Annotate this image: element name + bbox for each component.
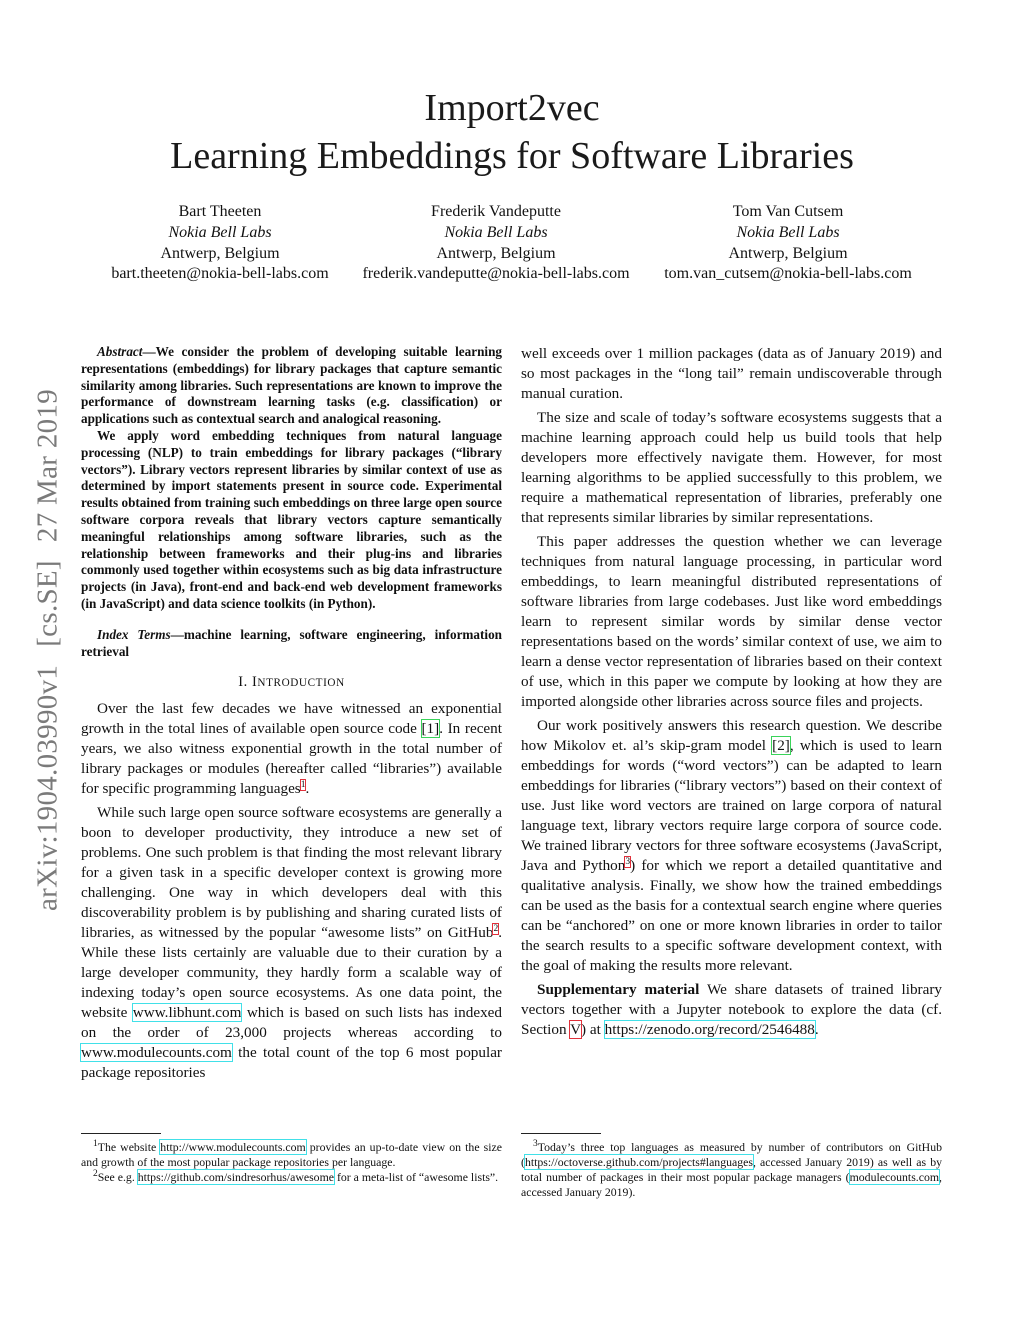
url-link-octoverse[interactable]: https://octoverse.github.com/projects#languages bbox=[524, 1155, 753, 1169]
citation-link[interactable]: [1] bbox=[421, 720, 440, 738]
url-link-modulecounts-short[interactable]: modulecounts.com bbox=[849, 1170, 940, 1184]
url-link-modulecounts[interactable]: www.modulecounts.com bbox=[81, 1044, 232, 1062]
author-location: Antwerp, Belgium bbox=[728, 244, 848, 262]
author-affiliation: Nokia Bell Labs bbox=[168, 223, 272, 241]
paper-title-line1: Import2vec bbox=[424, 87, 600, 129]
author-block-3 bbox=[618, 202, 958, 285]
footnote-number: 3 bbox=[533, 1139, 538, 1150]
right-paragraph-1: well exceeds over 1 million packages (data as of January 2019) and so most packages in the “long tail” remain undiscoverable through manual curation. bbox=[521, 345, 942, 402]
footnote-marker[interactable]: 2 bbox=[493, 924, 499, 935]
section-number: I. bbox=[238, 674, 248, 691]
paper-title-line2: Learning Embeddings for Software Libraries bbox=[170, 135, 854, 177]
footnote-number: 1 bbox=[93, 1139, 98, 1150]
author-affiliation: Nokia Bell Labs bbox=[444, 223, 548, 241]
supplementary-label: Supplementary material bbox=[537, 981, 700, 998]
url-link-awesome[interactable]: https://github.com/sindresorhus/awesome bbox=[137, 1170, 334, 1184]
author-name: Frederik Vandeputte bbox=[431, 203, 561, 220]
footnote-rule-left bbox=[81, 1133, 161, 1134]
footnotes-left bbox=[81, 1140, 502, 1185]
section-heading-introduction bbox=[81, 672, 502, 693]
author-name: Tom Van Cutsem bbox=[732, 203, 844, 220]
introduction-body bbox=[81, 699, 502, 1083]
footnote-number: 2 bbox=[93, 1169, 98, 1180]
abstract-paragraph-1: —We consider the problem of developing suitable learning representations (embeddings) for library packages that capture semantic similarity among libraries. Such representations are known to improve the performance of downstream learning tasks (e.g. classification) or applications such as contextual search and analogical reasoning. bbox=[81, 344, 502, 427]
intro-paragraph-1: Over the last few decades we have witnessed an exponential growth in the total lines of available open source code [1]. In recent years, we also witness exponential growth in the total number of library packages or modules (hereafter called “libraries”) available for specific programming languages$^1$. bbox=[81, 700, 502, 798]
author-email: frederik.vandeputte@nokia-bell-labs.com bbox=[362, 265, 630, 283]
footnote-3: $^3$Today’s three top languages as measured by number of contributors on GitHub (https://octoverse.github.com/projects#languages, accessed January 2019) as well as by total number of packages in their most popular package managers (modulecounts.com, accessed January 2019). bbox=[521, 1139, 942, 1199]
intro-paragraph-2: While such large open source software ecosystems are generally a boon to developer productivity, they introduce a new set of problems. One such problem is that finding the most relevant library for a given task in a specific developer context is growing more challenging. One way in which developers deal with this discoverability problem is by publishing and sharing curated lists of libraries, as witnessed by the popular “awesome lists” on GitHub$^2$. While these lists certainly are valuable due to their curation by a large developer community, they hardly form a scalable way of indexing today’s open source ecosystems. As one data point, the website www.libhunt.com which is based on such lists has indexed on the order of 23,000 projects whereas according to www.modulecounts.com the total count of the top 6 most popular package repositories bbox=[81, 804, 502, 1082]
footnote-1: $^1$The website http://www.modulecounts.com provides an up-to-date view on the size and growth of the most popular package repositories per language. bbox=[81, 1139, 502, 1169]
section-title-cap: I bbox=[251, 674, 258, 691]
left-column bbox=[81, 344, 502, 1083]
footnotes-right bbox=[521, 1140, 942, 1200]
footnote-marker[interactable]: 3 bbox=[625, 856, 631, 867]
author-name: Bart Theeten bbox=[178, 203, 262, 220]
right-paragraph-2: The size and scale of today’s software ecosystems suggests that a machine learning approach could help us build tools that help developers more effectively navigate them. However, for most learning algorithms to be applied successfully to this problem, we require a mathematical representation of libraries, preferably one that represents similar libraries by similar representations. bbox=[521, 409, 942, 526]
footnote-marker[interactable]: 1 bbox=[300, 780, 306, 791]
url-link-zenodo[interactable]: https://zenodo.org/record/2546488 bbox=[604, 1021, 815, 1038]
abstract-paragraph-2: We apply word embedding techniques from natural language processing (NLP) to train embeddings for library packages (“library vectors”). Library vectors represent libraries by similar context of use as determined by import statements present in source code. Experimental results obtained from training such embeddings on three large open source software corpora reveals that library vectors capture semantically meaningful relationships among software libraries, such as the relationship between frameworks and their plug-ins and libraries commonly used together within ecosystems such as big data infrastructure projects (in Java), front-end and back-end web development frameworks (in JavaScript) and data science toolkits (in Python). bbox=[81, 427, 502, 611]
index-terms bbox=[81, 627, 502, 661]
arxiv-category: [cs.SE] bbox=[31, 560, 64, 647]
author-email: tom.van_cutsem@nokia-bell-labs.com bbox=[664, 265, 912, 283]
section-title-rest: NTRODUCTION bbox=[257, 677, 345, 690]
author-block-2 bbox=[326, 202, 666, 285]
author-location: Antwerp, Belgium bbox=[160, 244, 280, 262]
abstract-label: Abstract bbox=[97, 344, 143, 359]
author-location: Antwerp, Belgium bbox=[436, 244, 556, 262]
index-terms-label: Index Terms bbox=[97, 626, 171, 642]
right-paragraph-3: This paper addresses the question whether we can leverage techniques from natural language processing, in particular word embeddings, to learn meaningful distributed representations of software libraries from large codebases. Just like word embeddings learn to represent similar words by similar dense vector representations based on the words’ similar context of use, we aim to learn a dense vector representation of libraries based on their context of use, which in this paper we compute by looking at how they are imported alongside other libraries across source files and projects. bbox=[521, 533, 942, 710]
arxiv-id: arXiv:1904.03990v1 bbox=[31, 664, 64, 912]
arxiv-date: 27 Mar 2019 bbox=[31, 388, 64, 543]
author-affiliation: Nokia Bell Labs bbox=[736, 223, 840, 241]
section-reference-link[interactable]: V bbox=[570, 1021, 582, 1038]
index-terms-text: —machine learning, software engineering, information retrieval bbox=[81, 626, 502, 659]
footnote-rule-right bbox=[521, 1133, 601, 1134]
citation-link[interactable]: [2] bbox=[772, 737, 790, 754]
author-email: bart.theeten@nokia-bell-labs.com bbox=[111, 265, 329, 283]
footnote-2: $^2$See e.g. https://github.com/sindresorhus/awesome for a meta-list of “awesome lists”. bbox=[93, 1169, 499, 1184]
abstract bbox=[81, 344, 502, 613]
url-link-libhunt[interactable]: www.libhunt.com bbox=[132, 1004, 242, 1022]
url-link-footnote-modulecounts[interactable]: http://www.modulecounts.com bbox=[160, 1140, 306, 1154]
supplementary-paragraph: Supplementary material We share datasets of trained library vectors together with a Jupyter notebook to explore the data (cf. Section V) at https://zenodo.org/record/2546488. bbox=[521, 981, 942, 1038]
right-paragraph-4: Our work positively answers this research question. We describe how Mikolov et. al’s skip-gram model [2], which is used to learn embeddings for words (“word vectors”) can be adapted to learn embeddings for libraries (“library vectors”) based on their context of use. Just like word vectors are trained on large corpora of natural language text, library vectors require large corpora of source code. We trained library vectors for three software ecosystems (JavaScript, Java and Python$^3$) for which we report a detailed quantitative and qualitative analysis. Finally, we show how the trained embeddings can be used as the basis for a contextual search engine where queries can be “anchored” on one or more known libraries in order to tailor the search results to a specific software development context, with the goal of making the results more relevant. bbox=[521, 717, 942, 974]
arxiv-stamp bbox=[32, 389, 65, 911]
right-column bbox=[521, 344, 942, 1040]
